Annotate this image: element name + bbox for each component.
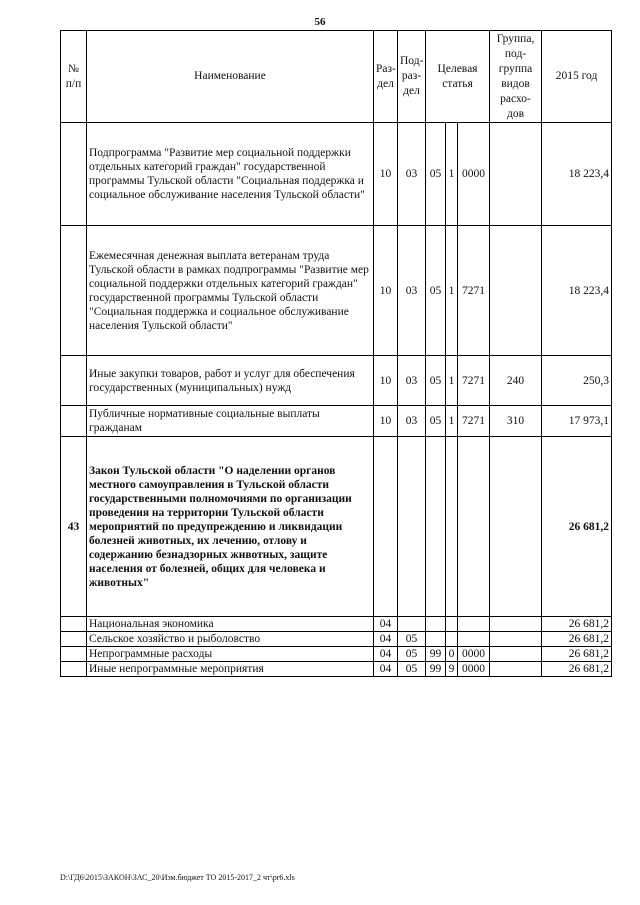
- row-section: 04: [374, 647, 398, 662]
- header-group-line6: дов: [507, 107, 525, 120]
- table-row: [61, 647, 612, 662]
- header-subsection-line1: Под-: [400, 55, 424, 67]
- header-subsection-line2: раз-: [401, 70, 422, 82]
- header-section: [374, 31, 398, 123]
- row-target-1: 05: [426, 356, 446, 406]
- row-section: 10: [374, 356, 398, 406]
- row-target-3: 0000: [458, 123, 490, 226]
- row-target-2: 9: [446, 662, 458, 677]
- footer-file-path: D:\ГД6\2015\ЗАКОН\ЗАС_20\Изм.бюджет ТО 2015-2017_2 чт\pr6.xls: [60, 873, 295, 882]
- row-target-2: 1: [446, 356, 458, 406]
- table-row: [61, 123, 612, 226]
- header-group-line5: расхо-: [500, 92, 531, 105]
- row-target-2: [446, 617, 458, 632]
- row-amount: 26 681,2: [542, 662, 612, 677]
- row-no: [61, 356, 87, 406]
- row-target-1: 05: [426, 226, 446, 356]
- header-section-line1: Раз-: [376, 62, 396, 75]
- row-section: 04: [374, 662, 398, 677]
- row-group: [490, 437, 542, 617]
- row-section: 10: [374, 226, 398, 356]
- row-amount: 18 223,4: [542, 123, 612, 226]
- budget-table: [60, 30, 612, 677]
- table-header-row: [61, 31, 612, 123]
- table-row: [61, 632, 612, 647]
- row-no: [61, 617, 87, 632]
- row-name: Подпрограмма "Развитие мер социальной поддержки отдельных категорий граждан" государственной программы Тульской области "Социальная поддержка и социальное обслуживание населения Тульской области": [87, 123, 374, 226]
- table-row: [61, 437, 612, 617]
- row-amount: 26 681,2: [542, 617, 612, 632]
- row-target-1: [426, 437, 446, 617]
- row-amount: 26 681,2: [542, 632, 612, 647]
- row-target-1: 99: [426, 662, 446, 677]
- row-amount: 17 973,1: [542, 406, 612, 437]
- row-section: 04: [374, 632, 398, 647]
- row-group: 310: [490, 406, 542, 437]
- row-section: 04: [374, 617, 398, 632]
- row-target-1: 05: [426, 123, 446, 226]
- page-number: 56: [314, 16, 326, 28]
- row-no: [61, 406, 87, 437]
- row-target-2: 1: [446, 123, 458, 226]
- row-target-1: [426, 632, 446, 647]
- row-name: Публичные нормативные социальные выплаты гражданам: [87, 406, 374, 437]
- header-group: [490, 31, 542, 123]
- row-group: [490, 647, 542, 662]
- header-name: Наименование: [87, 31, 374, 123]
- row-subsection: 03: [398, 226, 426, 356]
- row-name: Закон Тульской области "О наделении органов местного самоуправления в Тульской области государственными полномочиями по организации проведения на территории Тульской области мероприятий по предупреждению и ликвидации болезней животных, их лечению, отлову и содержанию безнадзорных животных, защите населения от болезней, общих для человека и животных": [87, 437, 374, 617]
- row-amount: 250,3: [542, 356, 612, 406]
- row-subsection: 05: [398, 662, 426, 677]
- row-name: Иные непрограммные мероприятия: [87, 662, 374, 677]
- row-name: Сельское хозяйство и рыболовство: [87, 632, 374, 647]
- row-target-2: 1: [446, 226, 458, 356]
- header-group-line4: видов: [501, 77, 530, 90]
- table-row: [61, 356, 612, 406]
- header-target-line1: Целевая: [437, 62, 478, 75]
- table-row: [61, 406, 612, 437]
- row-no: [61, 662, 87, 677]
- row-target-3: 7271: [458, 226, 490, 356]
- table-row: [61, 226, 612, 356]
- row-no: 43: [61, 437, 87, 617]
- table-row: [61, 617, 612, 632]
- row-amount: 18 223,4: [542, 226, 612, 356]
- row-target-3: [458, 617, 490, 632]
- row-name: Национальная экономика: [87, 617, 374, 632]
- row-subsection: [398, 617, 426, 632]
- row-subsection: 03: [398, 356, 426, 406]
- row-section: [374, 437, 398, 617]
- row-target-3: 7271: [458, 406, 490, 437]
- row-target-3: [458, 437, 490, 617]
- row-group: [490, 632, 542, 647]
- row-subsection: 05: [398, 647, 426, 662]
- row-target-2: [446, 437, 458, 617]
- row-target-1: 05: [426, 406, 446, 437]
- row-group: [490, 226, 542, 356]
- header-section-line2: дел: [377, 77, 394, 90]
- row-target-3: 7271: [458, 356, 490, 406]
- row-target-3: 0000: [458, 662, 490, 677]
- row-target-3: [458, 632, 490, 647]
- header-group-line3: группа: [498, 62, 533, 75]
- row-group: [490, 662, 542, 677]
- row-subsection: 03: [398, 123, 426, 226]
- row-target-1: 99: [426, 647, 446, 662]
- table-row: [61, 662, 612, 677]
- row-group: [490, 617, 542, 632]
- row-subsection: [398, 437, 426, 617]
- row-target-1: [426, 617, 446, 632]
- row-name: Иные закупки товаров, работ и услуг для обеспечения государственных (муниципальных) нужд: [87, 356, 374, 406]
- header-target-line2: статья: [442, 77, 473, 90]
- header-subsection-line3: дел: [403, 85, 420, 97]
- row-section: 10: [374, 406, 398, 437]
- row-no: [61, 123, 87, 226]
- row-subsection: 03: [398, 406, 426, 437]
- row-amount: 26 681,2: [542, 647, 612, 662]
- row-no: [61, 226, 87, 356]
- header-subsection: [398, 31, 426, 123]
- row-group: 240: [490, 356, 542, 406]
- header-group-line1: Группа,: [496, 32, 535, 45]
- header-year: 2015 год: [542, 31, 612, 123]
- header-group-line2: под-: [504, 47, 527, 60]
- header-no: [61, 31, 87, 123]
- row-no: [61, 647, 87, 662]
- row-target-2: [446, 632, 458, 647]
- row-no: [61, 632, 87, 647]
- row-amount: 26 681,2: [542, 437, 612, 617]
- row-target-2: 1: [446, 406, 458, 437]
- row-name: Ежемесячная денежная выплата ветеранам труда Тульской области в рамках подпрограммы "Развитие мер социальной поддержки отдельных категорий граждан" государственной программы Тульской области "Социальная поддержка и социальное обслуживание населения Тульской области": [87, 226, 374, 356]
- header-target-article: [426, 31, 490, 123]
- row-group: [490, 123, 542, 226]
- row-subsection: 05: [398, 632, 426, 647]
- header-no-line2: п/п: [65, 77, 82, 90]
- row-name: Непрограммные расходы: [87, 647, 374, 662]
- row-target-2: 0: [446, 647, 458, 662]
- row-target-3: 0000: [458, 647, 490, 662]
- row-section: 10: [374, 123, 398, 226]
- header-no-line1: №: [68, 62, 79, 75]
